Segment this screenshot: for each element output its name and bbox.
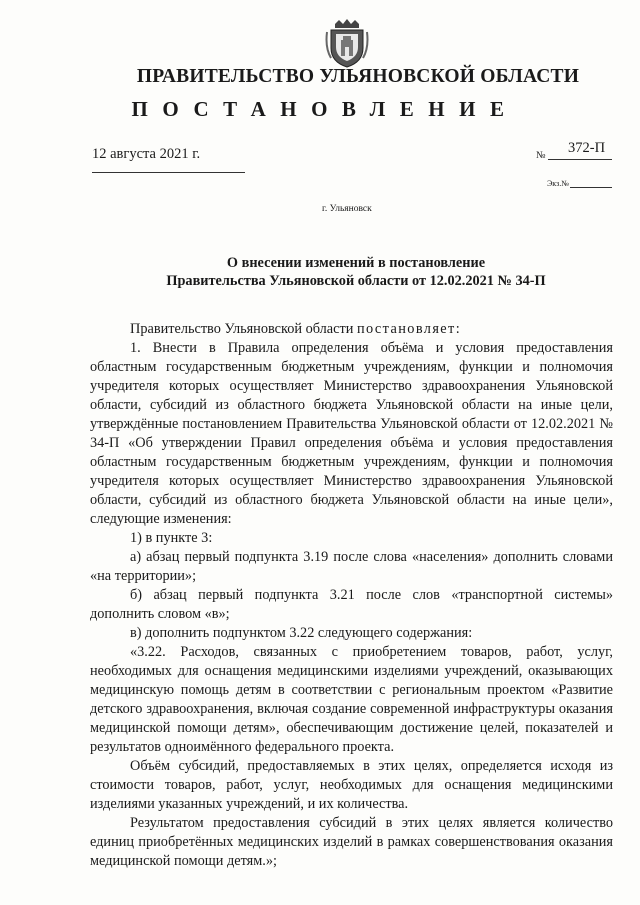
paragraph-6: «3.22. Расходов, связанных с приобретением товаров, работ, услуг, необходимых для оснащения медицинскими изделиями учреждений, оказывающих медицинскую помощь детям в соответствии с региональным проектом «Развитие детского здравоохранения, включая создание современной инфраструктуры оказания медицинской помощи детям», обеспечивающим достижение целей, показателей и результатов одноимённого федерального проекта. (90, 644, 613, 755)
coat-of-arms-icon (325, 18, 369, 68)
number-label: № (536, 150, 546, 161)
paragraph-3: а) абзац первый подпункта 3.19 после слова «населения» дополнить словами «на территории»; (90, 549, 613, 584)
paragraph-7: Объём субсидий, предоставляемых в этих целях, определяется исходя из стоимости товаров, работ, услуг, необходимых для оснащения медицинскими изделиями указанных учреждений, и их количества. (90, 758, 613, 812)
intro-subject: Правительство Ульяновской области (130, 321, 357, 337)
paragraph-8: Результатом предоставления субсидий в этих целях является количество единиц приобретённых медицинских изделий в рамках совершенствования оказания медицинской помощи детям.»; (90, 815, 613, 869)
title-line-1: О внесении изменений в постановление (226, 255, 486, 271)
paragraph-4: б) абзац первый подпункта 3.21 после слов «транспортной системы» дополнить словом «в»; (90, 587, 613, 622)
date-underline (92, 172, 245, 173)
document-date: 12 августа 2021 г. (92, 146, 201, 162)
document-type: ПОСТАНОВЛЕНИЕ (131, 97, 519, 121)
intro-colon: : (455, 321, 460, 337)
paragraph-5: в) дополнить подпунктом 3.22 следующего содержания: (130, 625, 473, 641)
title-line-2: Правительства Ульяновской области от 12.02.2021 № 34-П (166, 273, 546, 289)
intro-verb: постановляет (356, 321, 456, 337)
city: г. Ульяновск (322, 204, 372, 214)
government-name: ПРАВИТЕЛЬСТВО УЛЬЯНОВСКОЙ ОБЛАСТИ (136, 66, 580, 87)
document-body (90, 320, 613, 871)
document-title (0, 254, 640, 290)
intro-paragraph (90, 320, 613, 339)
document-number: 372-П (568, 140, 606, 156)
copy-number-underline (570, 187, 612, 188)
paragraph-1: 1. Внести в Правила определения объёма и условия предоставления областным государственным бюджетным учреждениям, функции и полномочия учредителя которых осуществляет Министерство здравоохранения Ульяновской области, субсидий из областного бюджета Ульяновской области на иные цели, утверждённые постановлением Правительства Ульяновской области от 12.02.2021 № 34-П «Об утверждении Правил определения объёма и условия предоставления областным государственным бюджетным учреждениям, функции и полномочия учредителя которых осуществляет Министерство здравоохранения Ульяновской области, субсидий из областного бюджета Ульяновской области на иные цели», следующие изменения: (90, 340, 613, 527)
number-underline (548, 159, 612, 160)
copy-number-label: Экз.№ (547, 179, 569, 188)
paragraph-2: 1) в пункте 3: (130, 530, 213, 546)
